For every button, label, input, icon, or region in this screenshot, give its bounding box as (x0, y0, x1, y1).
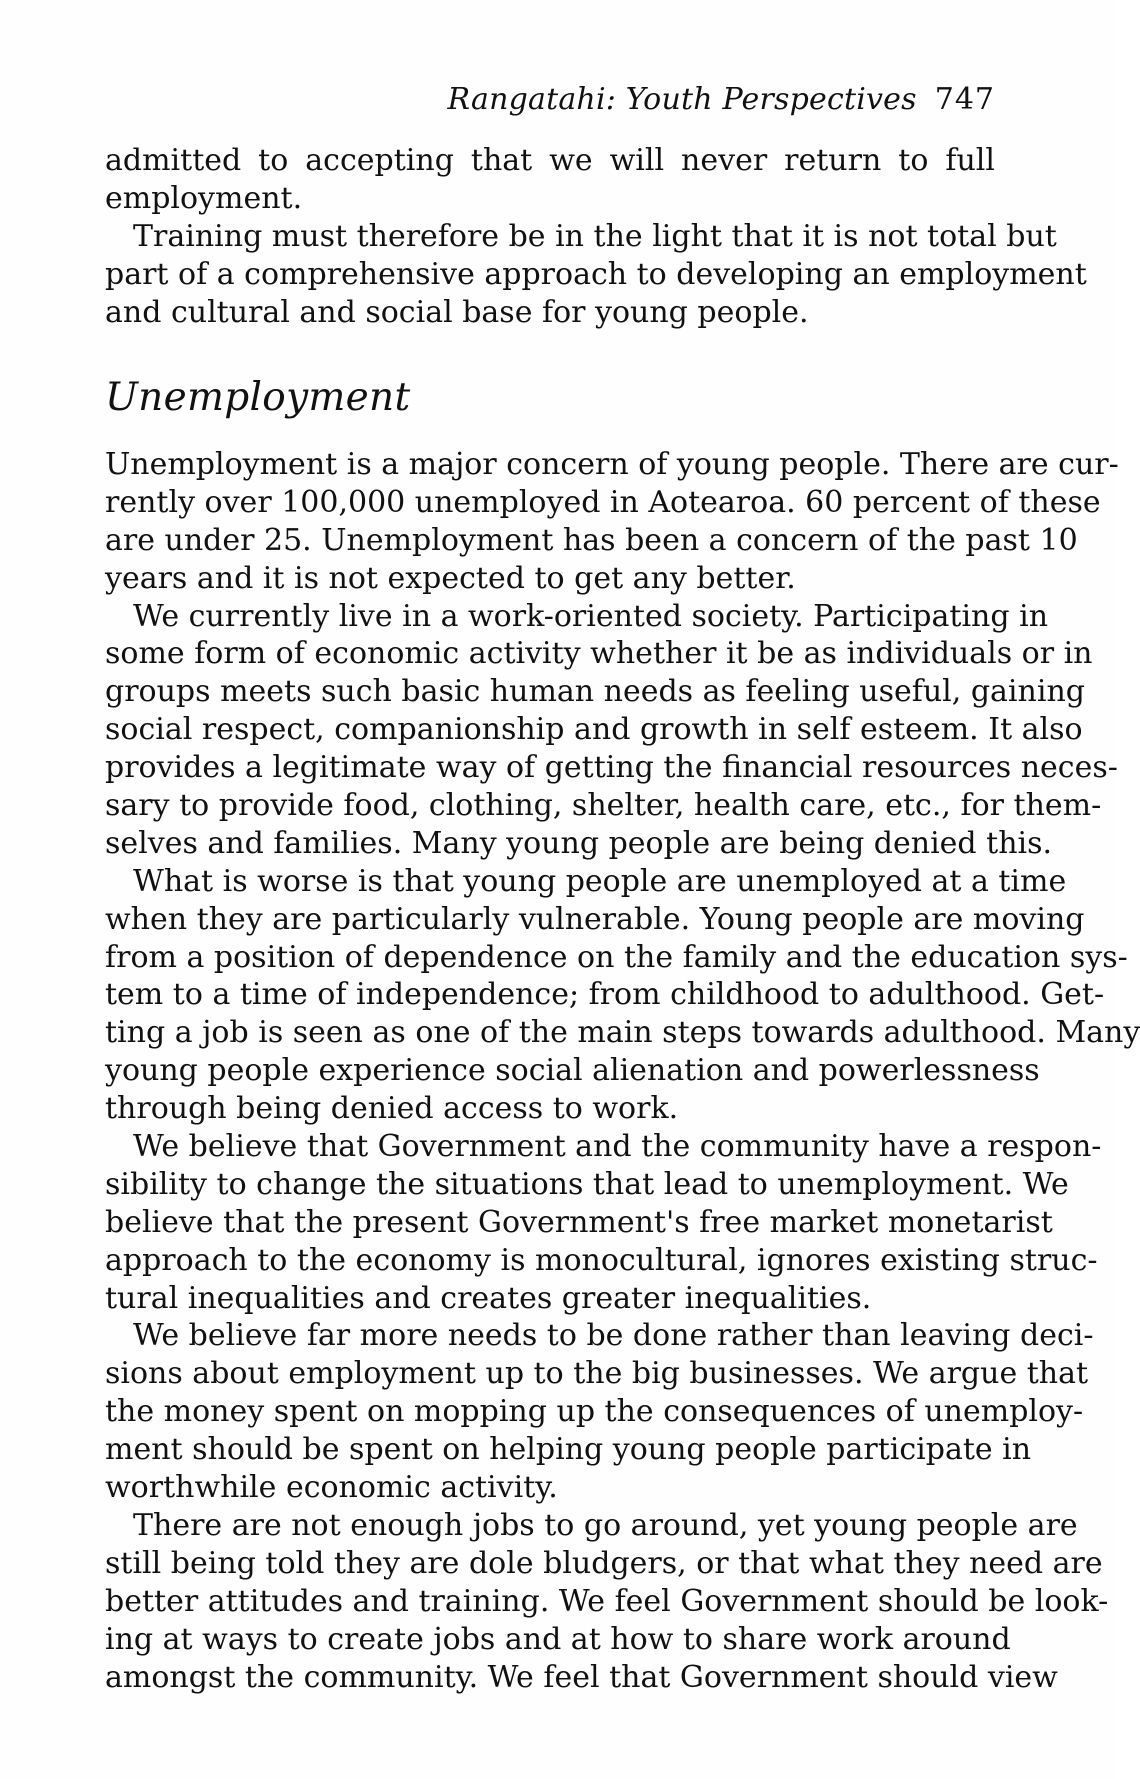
paragraph-1 (105, 446, 1119, 598)
text-line: selves and families. Many young people are being denied this. (105, 825, 1053, 861)
text-line: from a position of dependence on the family and the education sys- (105, 939, 1128, 975)
text-line: Training must therefore be in the light that it is not total but (133, 218, 1057, 254)
unemployment-section-body (105, 446, 1140, 1696)
paragraph-4 (105, 1128, 1102, 1317)
text-line: part of a comprehensive approach to developing an employment (105, 256, 1087, 292)
text-line: What is worse is that young people are unemployed at a time (133, 863, 1067, 899)
text-line: provides a legitimate way of getting the financial resources neces- (105, 750, 1118, 786)
text-line: groups meets such basic human needs as feeling useful, gaining (105, 674, 1085, 710)
text-line: social respect, companionship and growth in self esteem. It also (105, 712, 1083, 748)
text-line: employment. (105, 180, 303, 216)
text-line: years and it is not expected to get any better. (105, 560, 796, 596)
text-line: amongst the community. We feel that Government should view (105, 1659, 1058, 1695)
running-head (105, 80, 995, 120)
section-heading: Unemployment (105, 375, 411, 420)
text-line: We currently live in a work-oriented society. Participating in (133, 598, 1049, 634)
page-number: 747 (934, 82, 995, 117)
running-head-title: Rangatahi: Youth Perspectives (447, 82, 917, 117)
text-line: We believe far more needs to be done rather than leaving deci- (133, 1318, 1094, 1354)
text-line: better attitudes and training. We feel Government should be look- (105, 1583, 1109, 1619)
text-line: We believe that Government and the community have a respon- (133, 1129, 1102, 1165)
paragraph-5 (105, 1317, 1094, 1506)
text-line: worthwhile economic activity. (105, 1470, 558, 1506)
text-line: rently over 100,000 unemployed in Aotearoa. 60 percent of these (105, 484, 1101, 520)
text-line: young people experience social alienation and powerlessness (105, 1053, 1040, 1089)
text-line: some form of economic activity whether it be as individuals or in (105, 636, 1093, 672)
intro-text (105, 142, 1087, 331)
text-line: and cultural and social base for young people. (105, 294, 809, 330)
text-line: Unemployment is a major concern of young people. There are cur- (105, 447, 1119, 482)
paragraph-3 (105, 863, 1140, 1128)
text-line: There are not enough jobs to go around, yet young people are (133, 1507, 1078, 1543)
text-line: sions about employment up to the big businesses. We argue that (105, 1356, 1089, 1392)
text-line: the money spent on mopping up the consequences of unemploy- (105, 1394, 1084, 1430)
text-line: believe that the present Government's free market monetarist (105, 1204, 1053, 1240)
text-line: when they are particularly vulnerable. Young people are moving (105, 901, 1085, 937)
text-line: are under 25. Unemployment has been a concern of the past 10 (105, 522, 1078, 558)
text-line: ing at ways to create jobs and at how to share work around (105, 1621, 1011, 1657)
text-line: tural inequalities and creates greater inequalities. (105, 1280, 872, 1316)
text-line: through being denied access to work. (105, 1091, 679, 1127)
paragraph-continued (105, 142, 995, 218)
paragraph-training (105, 218, 1087, 332)
paragraph-6 (105, 1507, 1109, 1696)
text-line: sary to provide food, clothing, shelter, health care, etc., for them- (105, 788, 1102, 824)
text-line: ment should be spent on helping young people participate in (105, 1432, 1032, 1468)
text-line: admitted to accepting that we will never return to full (105, 143, 995, 178)
paragraph-2 (105, 598, 1118, 863)
text-line: approach to the economy is monocultural, ignores existing struc- (105, 1242, 1098, 1278)
text-line: tem to a time of independence; from childhood to adulthood. Get- (105, 977, 1105, 1013)
text-line: still being told they are dole bludgers, or that what they need are (105, 1545, 1103, 1581)
text-line: ting a job is seen as one of the main steps towards adulthood. Many (105, 1015, 1140, 1051)
text-line: sibility to change the situations that lead to unemployment. We (105, 1166, 1069, 1202)
